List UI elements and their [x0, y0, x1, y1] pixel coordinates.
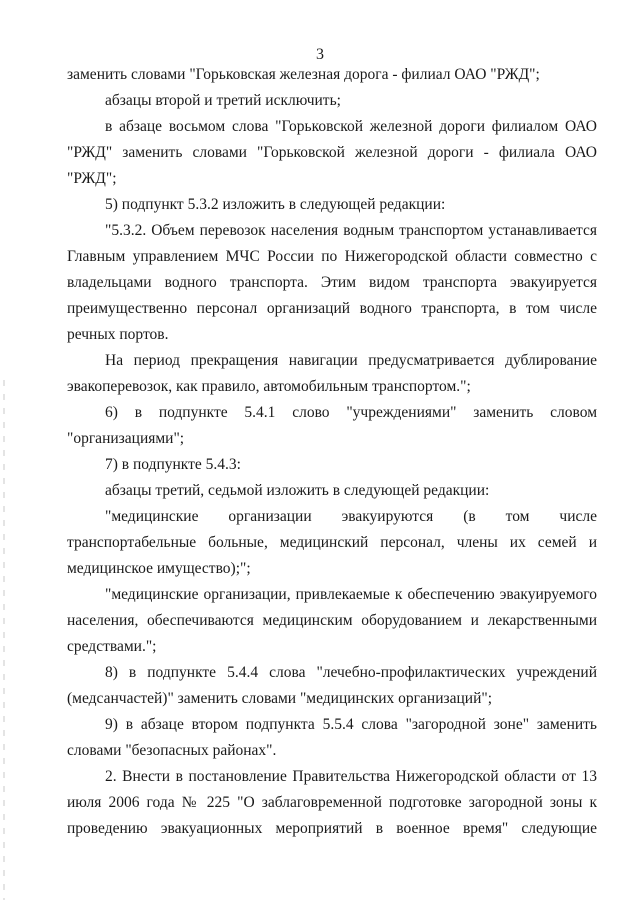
text-line: "РЖД";: [67, 170, 117, 187]
text-line: 6) в подпункте 5.4.1 слово "учреждениями" заменить словом: [105, 404, 597, 421]
text-line: эвакоперевозок, как правило, автомобильным транспортом.";: [67, 378, 471, 395]
text-line: 9) в абзаце втором подпункта 5.5.4 слова "загородной зоне" заменить: [105, 716, 597, 733]
text-line: абзацы третий, седьмой изложить в следующей редакции:: [105, 482, 490, 499]
text-line: заменить словами "Горьковская железная дорога - филиал ОАО "РЖД";: [67, 66, 540, 83]
text-line: "организациями";: [67, 430, 185, 447]
text-line: "5.3.2. Объем перевозок населения водным транспортом устанавливается: [105, 222, 597, 239]
text-line: владельцами водного транспорта. Этим видом транспорта эвакуируется: [67, 274, 597, 291]
text-line: в абзаце восьмом слова "Горьковской железной дороги филиалом ОАО: [105, 118, 597, 135]
scan-artifact: [3, 380, 5, 900]
text-line: 2. Внести в постановление Правительства Нижегородской области от 13: [105, 768, 597, 785]
text-line: 8) в подпункте 5.4.4 слова "лечебно-профилактических учреждений: [105, 664, 597, 681]
text-line: 5) подпункт 5.3.2 изложить в следующей редакции:: [105, 196, 446, 213]
text-line: абзацы второй и третий исключить;: [105, 92, 341, 109]
text-line: На период прекращения навигации предусматривается дублирование: [105, 352, 597, 369]
text-line: транспортабельные больные, медицинский персонал, члены их семей и: [67, 534, 597, 551]
text-line: проведению эвакуационных мероприятий в военное время" следующие: [67, 820, 597, 837]
text-line: средствами.";: [67, 638, 157, 655]
text-line: словами "безопасных районах".: [67, 742, 277, 759]
text-line: Главным управлением МЧС России по Нижегородской области совместно с: [67, 248, 597, 265]
text-line: населения, обеспечиваются медицинским оборудованием и лекарственными: [67, 612, 597, 629]
text-line: преимущественно персонал организаций водного транспорта, в том числе: [67, 300, 597, 317]
text-line: "РЖД" заменить словами "Горьковской железной дороги - филиала ОАО: [67, 144, 597, 161]
page-number: 3: [316, 46, 324, 63]
text-line: "медицинские организации эвакуируются (в том числе: [105, 508, 597, 525]
document-body: [67, 62, 597, 842]
text-line: (медсанчастей)" заменить словами "медицинских организаций";: [67, 690, 493, 707]
text-line: 7) в подпункте 5.4.3:: [105, 456, 241, 473]
text-line: "медицинские организации, привлекаемые к обеспечению эвакуируемого: [105, 586, 597, 603]
text-line: медицинское имущество);";: [67, 560, 251, 577]
text-line: июля 2006 года № 225 "О заблаговременной подготовке загородной зоны к: [67, 794, 597, 811]
text-line: речных портов.: [67, 326, 169, 343]
